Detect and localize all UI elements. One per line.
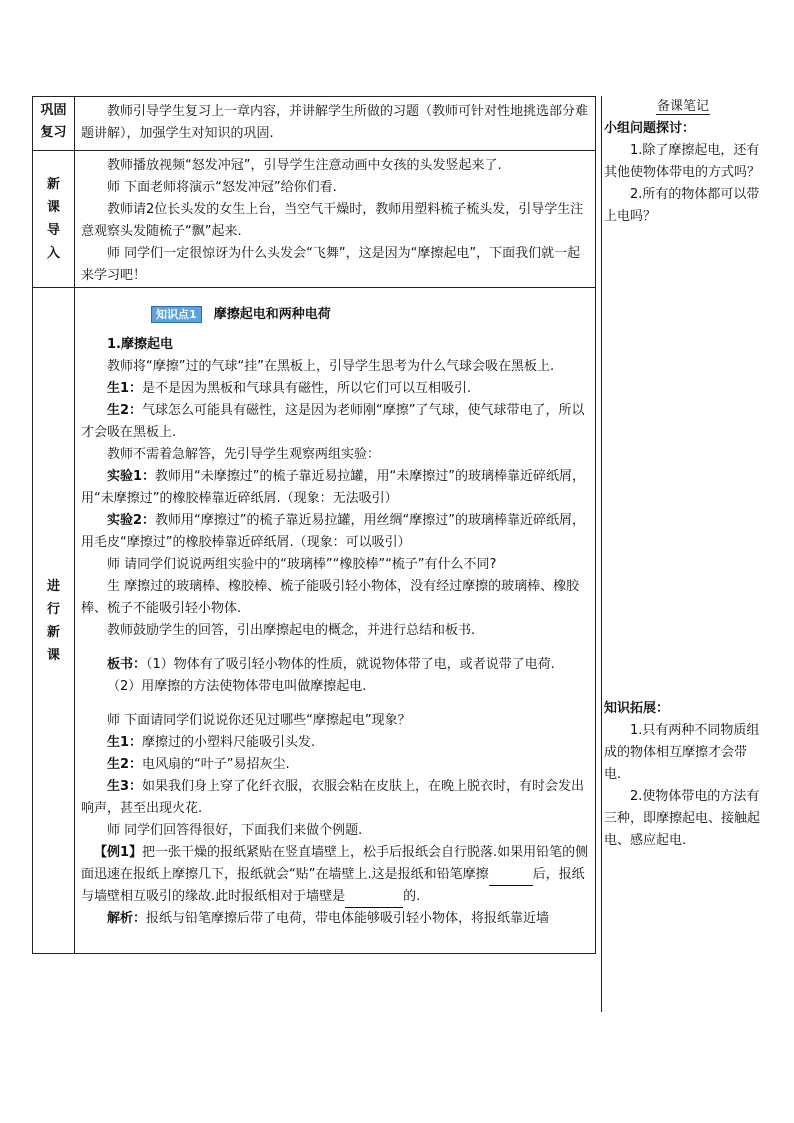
answer2-paragraph [75, 754, 595, 776]
lesson-content-cell [75, 288, 596, 954]
review-label: 巩固复习 [40, 103, 67, 140]
experiment2-paragraph [75, 510, 595, 554]
extension-item: 2.使物体带电的方法有三种，即摩擦起电、接触起电、感应起电. [604, 789, 761, 848]
answer-blank [345, 893, 403, 908]
lesson-label-cell [33, 288, 75, 954]
example-text: 后，报纸与墙壁相互吸引的缘故.此时报纸相对于墙壁是 [81, 867, 585, 904]
paragraph: 生 摩擦过的玻璃棒、橡胶棒、梳子能吸引轻小物体，没有经过摩擦的玻璃棒、橡胶棒、梳子不能吸引轻小物体. [81, 579, 580, 616]
lesson-label-char: 进 [46, 578, 60, 594]
solution-paragraph [75, 908, 595, 930]
group-discussion-heading: 小组问题探讨： [604, 121, 696, 136]
intro-row [33, 151, 596, 288]
speaker-text: 如果我们身上穿了化纤衣服，衣服会粘在皮肤上，在晚上脱衣时，有时会发出响声，甚至出现火花. [81, 779, 585, 816]
intro-label-char: 入 [46, 246, 60, 261]
review-content-cell [75, 97, 596, 151]
paragraph: 师 请同学们说说两组实验中的“玻璃棒”“橡胶棒”“梳子”有什么不同? [107, 557, 497, 572]
answer-blank [489, 871, 533, 886]
intro-paragraph: 教师请2位长头发的女生上台，当空气干燥时，教师用塑料梳子梳头发，引导学生注意观察头发随梳子“飘”起来. [81, 202, 584, 239]
experiment-text: 教师用“摩擦过”的梳子靠近易拉罐，用丝绸“摩擦过”的玻璃棒靠近碎纸屑，用毛皮“摩擦过”的橡胶棒靠近碎纸屑.（现象：可以吸引） [81, 513, 585, 550]
example-text: 把一张干燥的报纸紧贴在竖直墙壁上，松手后报纸会自行脱落.如果用铅笔的侧面迅速在报纸上摩擦几下，报纸就会“贴”在墙壁上.这是报纸和铅笔摩擦 [81, 845, 589, 882]
sidebar-notes [604, 96, 762, 228]
lesson-plan-table [32, 96, 596, 954]
intro-content-cell [75, 151, 596, 288]
paragraph: 教师不需着急解答，先引导学生观察两组实验： [107, 447, 381, 462]
answer1-paragraph [75, 732, 595, 754]
lesson-label-char: 课 [46, 647, 60, 663]
intro-label-cell [33, 151, 75, 288]
extension-item: 1.只有两种不同物质组成的物体相互摩擦才会带电. [604, 723, 760, 782]
sidebar-extension [604, 698, 762, 852]
experiment-text: 教师用“未摩擦过”的梳子靠近易拉罐，用“未摩擦过”的玻璃棒靠近碎纸屑，用“未摩擦过”的橡胶棒靠近碎纸屑.（现象：无法吸引） [81, 469, 585, 506]
speaker-text: 气球怎么可能具有磁性，这是因为老师刚“摩擦”了气球，使气球带电了，所以才会吸在黑板上. [81, 403, 585, 440]
student2-paragraph [75, 400, 595, 444]
sub-title: 1.摩擦起电 [107, 337, 173, 352]
lesson-label-char: 行 [46, 601, 60, 617]
board-paragraph-2: （2）用摩擦的方法使物体带电叫做摩擦起电. [107, 679, 367, 694]
review-row [33, 97, 596, 151]
example-text: 的. [403, 889, 421, 904]
lesson-label [33, 575, 74, 667]
discussion-question: 1.除了摩擦起电，还有其他使物体带电的方式吗？ [604, 143, 761, 180]
student1-paragraph [75, 378, 595, 400]
experiment1-paragraph [75, 466, 595, 510]
example-label: 【例1】 [94, 845, 143, 860]
lesson-label-char: 新 [46, 624, 60, 640]
sidebar-title [604, 96, 762, 118]
intro-label-char: 导 [46, 223, 60, 238]
intro-label-char: 新 [46, 177, 60, 192]
speaker-label: 生3： [107, 779, 143, 794]
knowledge-point-header [75, 288, 595, 330]
speaker-text: 是不是因为黑板和气球具有磁性，所以它们可以互相吸引. [142, 381, 472, 396]
experiment-label: 实验1： [107, 469, 156, 484]
knowledge-point-badge: 知识点1 [151, 306, 202, 323]
intro-paragraph: 师 下面老师将演示“怒发冲冠”给你们看. [107, 180, 337, 195]
lesson-row [33, 288, 596, 954]
board-paragraph [75, 654, 595, 676]
board-label: 板书： [107, 657, 147, 672]
speaker-label: 生1： [107, 735, 143, 750]
intro-label [33, 173, 74, 265]
intro-paragraph: 教师播放视频“怒发冲冠”，引导学生注意动画中女孩的头发竖起来了. [107, 158, 502, 173]
intro-paragraph: 师 同学们一定很惊讶为什么头发会“飞舞”，这是因为“摩擦起电”，下面我们就一起来学习吧！ [81, 246, 581, 283]
solution-text: 报纸与铅笔摩擦后带了电荷，带电体能够吸引轻小物体，将报纸靠近墙 [146, 911, 550, 926]
review-text: 教师引导学生复习上一章内容，并讲解学生所做的习题（教师可针对性地挑选部分难题讲解），加强学生对知识的巩固. [81, 104, 589, 141]
discussion-question: 2.所有的物体都可以带上电吗？ [604, 187, 760, 224]
knowledge-extension-heading: 知识拓展： [604, 701, 670, 716]
solution-label: 解析： [107, 911, 147, 926]
speaker-text: 电风扇的“叶子”易招灰尘. [142, 757, 290, 772]
paragraph: 教师鼓励学生的回答，引出摩擦起电的概念，并进行总结和板书. [107, 623, 476, 638]
sidebar-title-text: 备课笔记 [656, 99, 709, 114]
answer3-paragraph [75, 776, 595, 820]
paragraph: 师 同学们回答得很好，下面我们来做个例题. [107, 823, 363, 838]
sidebar-divider [601, 96, 602, 1012]
intro-label-char: 课 [46, 200, 60, 215]
example-paragraph [75, 842, 595, 908]
knowledge-point-title: 摩擦起电和两种电荷 [213, 307, 331, 322]
paragraph: 教师将“摩擦”过的气球“挂”在黑板上，引导学生思考为什么气球会吸在黑板上. [107, 359, 555, 374]
speaker-text: 摩擦过的小塑料尺能吸引头发. [142, 735, 316, 750]
paragraph: 师 下面请同学们说说你还见过哪些“摩擦起电”现象？ [107, 713, 411, 728]
speaker-label: 生2： [107, 403, 143, 418]
board-text: （1）物体有了吸引轻小物体的性质，就说物体带了电，或者说带了电荷. [146, 657, 555, 672]
experiment-label: 实验2： [107, 513, 156, 528]
speaker-label: 生1： [107, 381, 143, 396]
review-label-cell [33, 97, 75, 151]
speaker-label: 生2： [107, 757, 143, 772]
